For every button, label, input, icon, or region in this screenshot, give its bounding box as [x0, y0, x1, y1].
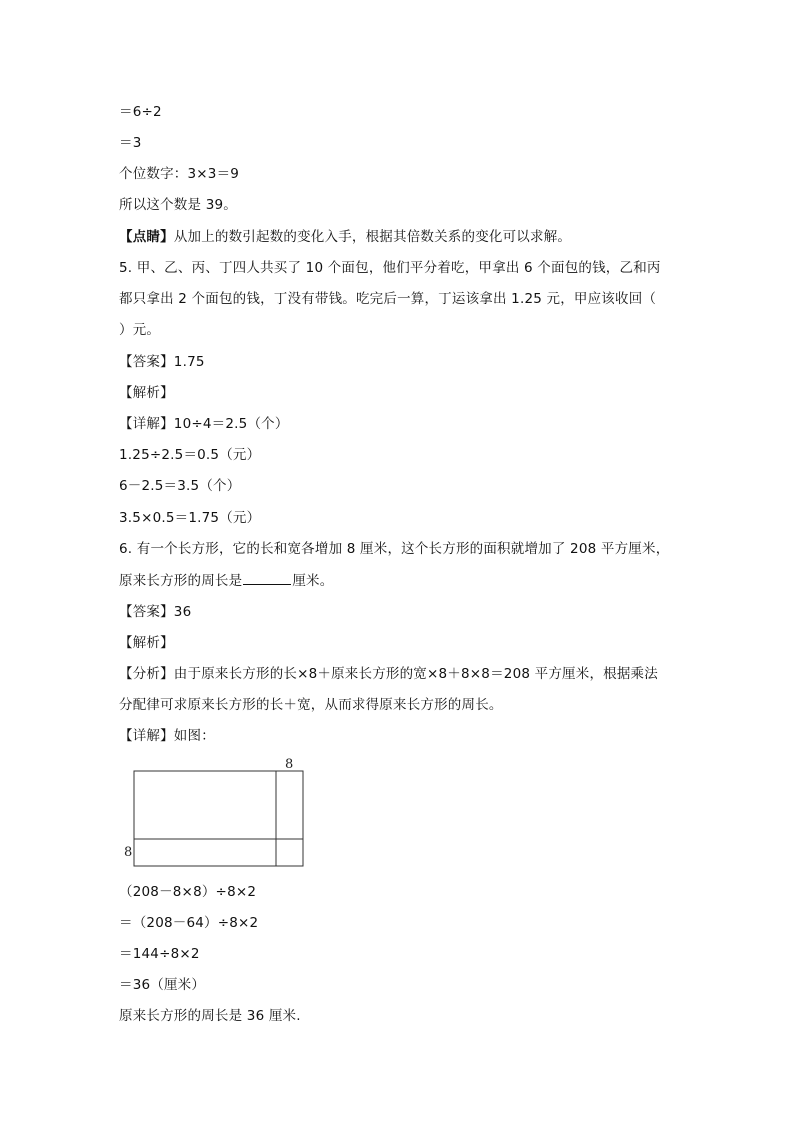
question-6-analysis: 【解析】 — [119, 635, 174, 651]
conclusion-line: 原来长方形的周长是 36 厘米. — [119, 1008, 301, 1024]
question-5-detail-4: 3.5×0.5＝1.75（元） — [119, 510, 261, 526]
calc-step-1: （208－8×8）÷8×2 — [119, 884, 257, 900]
question-5-line-1: 5. 甲、乙、丙、丁四人共买了 10 个面包，他们平分着吃，甲拿出 6 个面包的钱，乙和丙 — [119, 260, 661, 276]
calc-line-2: ＝3 — [119, 135, 142, 151]
question-6-line-2-pre: 原来长方形的周长是 — [119, 573, 243, 589]
question-6-fenxi-1: 【分析】由于原来长方形的长×8＋原来长方形的宽×8＋8×8＝208 平方厘米，根据乘法 — [119, 666, 658, 682]
tip-text: 从加上的数引起数的变化入手，根据其倍数关系的变化可以求解。 — [173, 229, 572, 245]
question-6-fenxi-2: 分配律可求原来长方形的长＋宽，从而求得原来长方形的周长。 — [119, 697, 503, 713]
question-6-line-1: 6. 有一个长方形，它的长和宽各增加 8 厘米，这个长方形的面积就增加了 208 平方厘米， — [119, 541, 670, 557]
rectangle-diagram — [118, 755, 308, 870]
question-6-line-2-post: 厘米。 — [292, 573, 334, 589]
left-height-label: 8 — [124, 845, 133, 860]
outer-rectangle — [134, 771, 303, 866]
top-width-label: 8 — [285, 757, 294, 772]
question-5-analysis: 【解析】 — [119, 385, 174, 401]
question-6-line-2 — [119, 571, 333, 590]
question-5-detail-2: 1.25÷2.5＝0.5（元） — [119, 447, 261, 463]
question-5-line-3: ）元。 — [119, 322, 161, 338]
question-5-detail-1: 【详解】10÷4＝2.5（个） — [119, 416, 289, 432]
question-5-line-2: 都只拿出 2 个面包的钱，丁没有带钱。吃完后一算，丁运该拿出 1.25 元，甲应该收回（ — [119, 291, 657, 307]
question-5-answer: 【答案】1.75 — [119, 354, 205, 370]
units-digit-line: 个位数字：3×3＝9 — [119, 166, 240, 182]
answer-blank — [243, 571, 291, 585]
question-6-detail: 【详解】如图： — [119, 728, 215, 744]
tip-line — [119, 228, 571, 246]
calc-step-3: ＝144÷8×2 — [119, 946, 200, 962]
calc-step-4: ＝36（厘米） — [119, 977, 206, 993]
result-line: 所以这个数是 39。 — [119, 197, 237, 213]
tip-tag: 【点睛】 — [119, 229, 174, 245]
question-6-answer: 【答案】36 — [119, 604, 192, 620]
calc-line-1: ＝6÷2 — [119, 104, 162, 120]
question-5-detail-3: 6－2.5＝3.5（个） — [119, 478, 241, 494]
calc-step-2: ＝（208－64）÷8×2 — [119, 915, 259, 931]
